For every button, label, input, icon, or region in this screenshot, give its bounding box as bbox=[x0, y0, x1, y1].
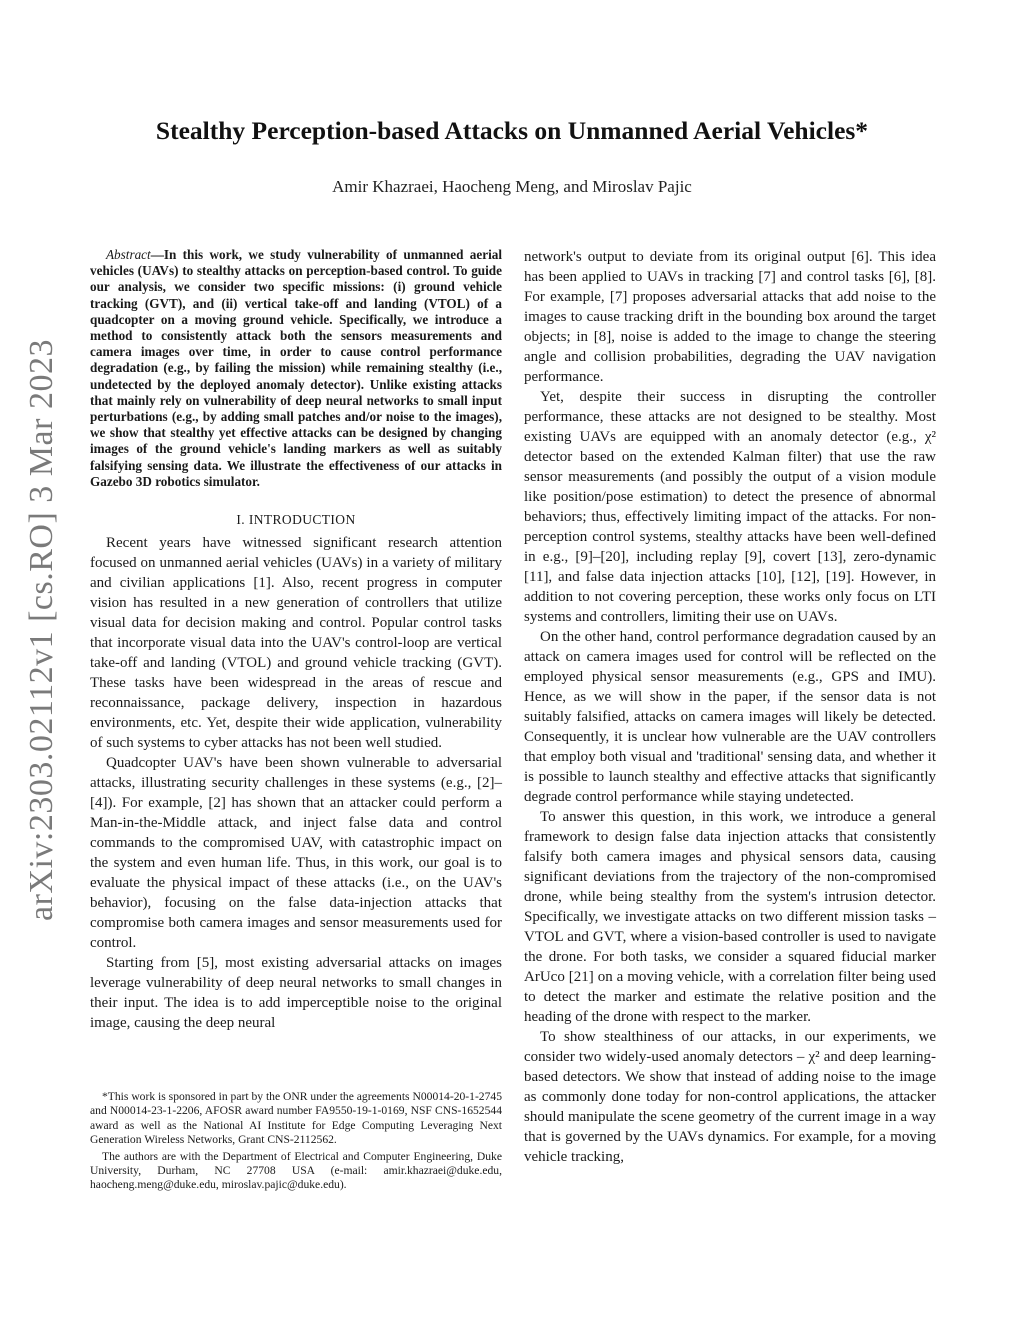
left-column bbox=[90, 247, 502, 1033]
abstract bbox=[90, 247, 502, 490]
footnote-affiliation: The authors are with the Department of Electrical and Computer Engineering, Duke University, Durham, NC 27708 USA (e-mail: amir.khazraei@duke.edu, haocheng.meng@duke.edu, miroslav.pajic@duke.edu). bbox=[90, 1149, 502, 1192]
section-heading-introduction: I. INTRODUCTION bbox=[236, 512, 356, 528]
right-column bbox=[524, 247, 936, 1167]
body-paragraph: To answer this question, in this work, we introduce a general framework to design false data injection attacks that consistently falsify both camera images and physical sensors data, causing significant deviations from the trajectory of the non-compromised drone, while being stealthy from the system's intrusion detector. Specifically, we investigate attacks on two different mission tasks – VTOL and GVT, where a vision-based controller is used to navigate the drone. For both tasks, we consider a squared fiducial marker ArUco [21] on a moving vehicle, with a correlation filter being used to detect the marker and estimate the relative position and the heading of the drone with respect to the marker. bbox=[524, 809, 936, 1025]
paper-title: Stealthy Perception-based Attacks on Unmanned Aerial Vehicles* bbox=[155, 116, 869, 145]
arxiv-side-label bbox=[12, 300, 72, 960]
abstract-lead: Abstract bbox=[106, 247, 151, 262]
footnotes bbox=[90, 1090, 502, 1195]
arxiv-identifier: arXiv:2303.02112v1 [cs.RO] 3 Mar 2023 bbox=[23, 339, 60, 921]
body-paragraph: On the other hand, control performance degradation caused by an attack on camera images used for control will be reflected on the employed physical sensor measurements (e.g., GPS and IMU). Hence, as we will show in the paper, if the sensor data is not suitably falsified, attacks on camera images will likely be detected. Consequently, it is unclear how vulnerable are the UAV controllers that employ both visual and 'traditional' sensing data, and whether it is possible to launch stealthy and effective attacks that significantly degrade control performance while staying undetected. bbox=[524, 629, 936, 805]
abstract-text: In this work, we study vulnerability of unmanned aerial vehicles (UAVs) to stealthy attacks on perception-based control. To guide our analysis, we consider two specific missions: (i) ground vehicle tracking (GVT), and (ii) vertical take-off and landing (VTOL) of a quadcopter on a moving ground vehicle. Specifically, we introduce a method to consistently attack both the sensors measurements and camera images over time, in order to cause control performance degradation (e.g., by failing the mission) while remaining stealthy (i.e., undetected by the deployed anomaly detector). Unlike existing attacks that mainly rely on vulnerability of deep neural networks to small input perturbations (e.g., by adding small patches and/or noise to the images), we show that stealthy yet effective attacks can be designed by changing images of the ground vehicle's landing markers as well as suitably falsifying sensing data. We illustrate the effectiveness of our attacks in Gazebo 3D robotics simulator. bbox=[90, 247, 502, 489]
intro-paragraph: Recent years have witnessed significant research attention focused on unmanned aerial vehicles (UAVs) in a variety of military and civilian applications [1]. Also, recent progress in computer vision has resulted in a new generation of controllers that utilize visual data for decision making and control. Popular control tasks that incorporate visual data into the UAV's control-loop are vertical take-off and landing (VTOL) and ground vehicle tracking (GVT). These tasks have been widespread in the areas of rescue and reconnaissance, package delivery, inspection in hazardous environments, etc. Yet, despite their wide application, vulnerability of such systems to cyber attacks has not been well studied. bbox=[90, 535, 502, 752]
body-paragraph: To show stealthiness of our attacks, in our experiments, we consider two widely-used anomaly detectors – χ² and deep learning-based detectors. We show that instead of adding noise to the image as commonly done today for non-control applications, the attacker should manipulate the scene geometry of the current image in a way that is governed by the UAVs dynamics. For example, for a moving vehicle tracking, bbox=[524, 1029, 936, 1165]
footnote-funding: *This work is sponsored in part by the ONR under the agreements N00014-20-1-2745 and N00014-23-1-2206, AFOSR award number FA9550-19-1-0169, NSF CNS-1652544 award as well as the National AI Institute for Edge Computing Leveraging Next Generation Wireless Networks, Grant CNS-2112562. bbox=[90, 1090, 502, 1147]
body-paragraph: network's output to deviate from its original output [6]. This idea has been applied to UAVs in tracking [7] and control tasks [6], [8]. For example, [7] proposes adversarial attacks that add noise to the images to cause tracking drift in the bounding box around the target objects; in [8], noise is added to the image to change the steering angle and collision probabilities, degrading the UAV navigation performance. bbox=[524, 249, 936, 385]
abstract-dash: — bbox=[150, 247, 164, 262]
intro-paragraph: Starting from [5], most existing adversarial attacks on images leverage vulnerability of deep neural networks to small changes in their input. The idea is to add imperceptible noise to the original image, causing the deep neural bbox=[90, 955, 502, 1032]
intro-paragraph: Quadcopter UAV's have been shown vulnerable to adversarial attacks, illustrating security challenges in these systems (e.g., [2]–[4]). For example, [2] has shown that an attacker could perform a Man-in-the-Middle attack, and inject false data and control commands to the compromised UAV, with catastrophic impact on the system and even human life. Thus, in this work, our goal is to evaluate the physical impact of these attacks (i.e., on the UAV's behavior), focusing on the false data-injection attacks that compromise both camera images and sensor measurements used for control. bbox=[90, 755, 502, 952]
paper-authors: Amir Khazraei, Haocheng Meng, and Miroslav Pajic bbox=[332, 177, 692, 196]
body-paragraph: Yet, despite their success in disrupting the controller performance, these attacks are not designed to be stealthy. Most existing UAVs are equipped with an anomaly detector (e.g., χ² detector based on the extended Kalman filter) that use the raw sensor measurements (and possibly the output of a vision module like position/pose estimation) to detect the presence of abnormal behaviors; thus, effectively limiting impact of the attacks. For non-perception control systems, stealthy attacks have been well-defined in e.g., [9]–[20], including replay [9], covert [13], zero-dynamic [11], and false data injection attacks [10], [12], [19]. However, in addition to not covering perception, these works only focus on LTI systems and controllers, limiting their use on UAVs. bbox=[524, 389, 936, 625]
